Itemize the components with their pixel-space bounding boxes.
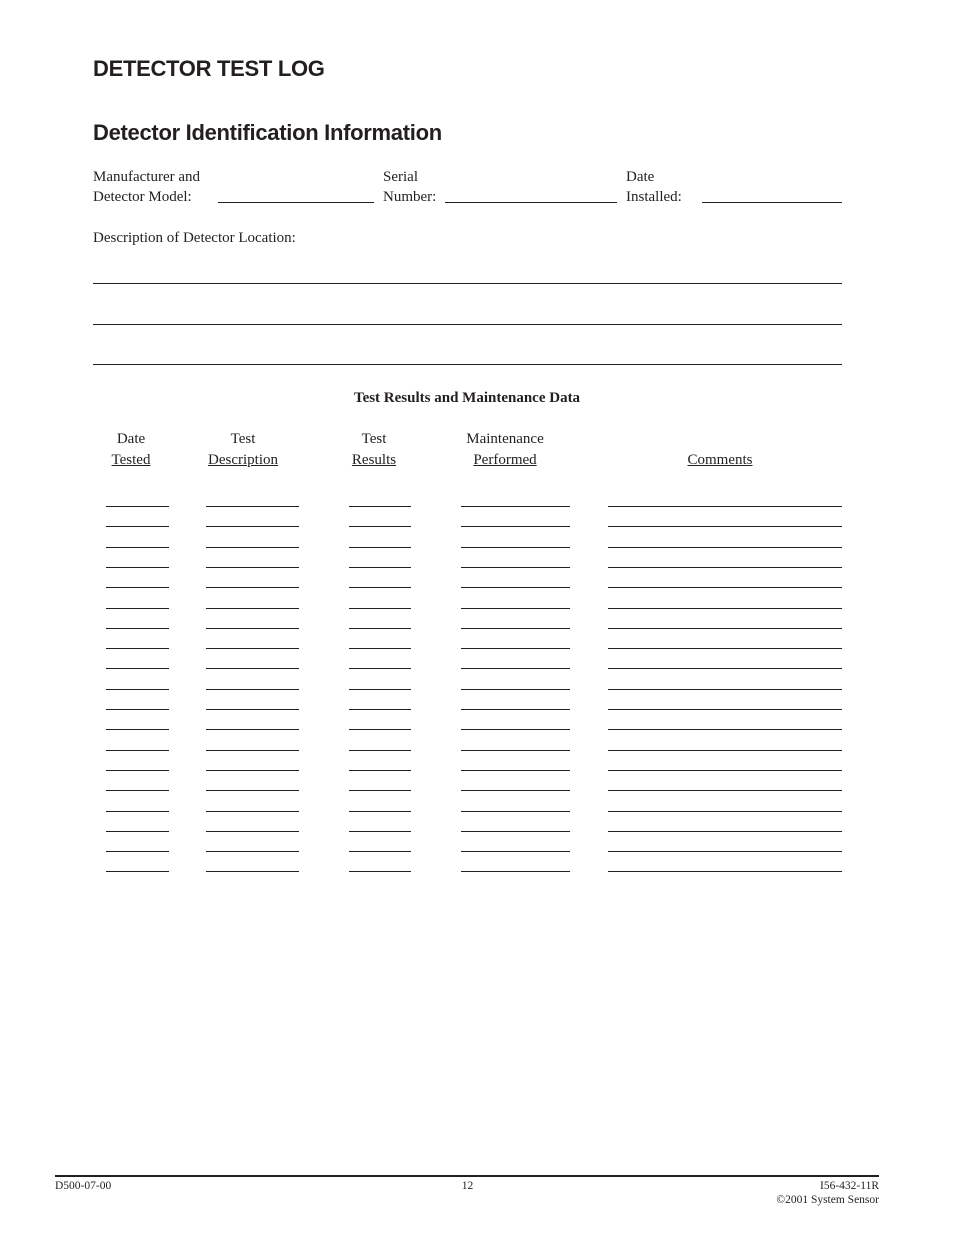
column-header-top: Date [116, 431, 146, 447]
test-description-blank[interactable] [206, 770, 299, 771]
maintenance-performed-blank[interactable] [461, 567, 570, 568]
test-description-blank[interactable] [206, 587, 299, 588]
test-results-blank[interactable] [349, 506, 411, 507]
test-results-blank[interactable] [349, 587, 411, 588]
date-tested-blank[interactable] [106, 750, 169, 751]
test-description-blank[interactable] [206, 689, 299, 690]
column-header-top: Test [230, 431, 256, 447]
test-results-blank[interactable] [349, 790, 411, 791]
column-header-bottom: Tested [111, 452, 151, 468]
column-header-bottom: Results [351, 452, 397, 468]
comments-blank[interactable] [608, 668, 842, 669]
comments-blank[interactable] [608, 547, 842, 548]
maintenance-performed-blank[interactable] [461, 526, 570, 527]
maintenance-performed-blank[interactable] [461, 811, 570, 812]
column-header-bottom: Performed [473, 452, 537, 468]
maintenance-performed-blank[interactable] [461, 587, 570, 588]
maintenance-performed-blank[interactable] [461, 790, 570, 791]
test-results-blank[interactable] [349, 851, 411, 852]
manufacturer-label-line1: Manufacturer and [93, 169, 201, 185]
date-tested-blank[interactable] [106, 831, 169, 832]
date-tested-blank[interactable] [106, 587, 169, 588]
section-title: Detector Identification Information [93, 120, 442, 145]
test-description-blank[interactable] [206, 790, 299, 791]
footer-copyright: ©2001 System Sensor [776, 1194, 879, 1206]
maintenance-performed-blank[interactable] [461, 689, 570, 690]
maintenance-performed-blank[interactable] [461, 729, 570, 730]
test-description-blank[interactable] [206, 628, 299, 629]
test-results-blank[interactable] [349, 811, 411, 812]
test-results-blank[interactable] [349, 831, 411, 832]
date-tested-blank[interactable] [106, 628, 169, 629]
comments-blank[interactable] [608, 587, 842, 588]
maintenance-performed-blank[interactable] [461, 750, 570, 751]
maintenance-performed-blank[interactable] [461, 851, 570, 852]
comments-blank[interactable] [608, 790, 842, 791]
comments-blank[interactable] [608, 567, 842, 568]
location-line-3[interactable] [93, 364, 842, 365]
column-header-top: Test [361, 431, 387, 447]
location-label: Description of Detector Location: [93, 230, 296, 246]
date-tested-blank[interactable] [106, 770, 169, 771]
location-line-2[interactable] [93, 324, 842, 325]
column-header-top [660, 429, 780, 450]
column-header-date-tested [91, 429, 171, 471]
test-results-blank[interactable] [349, 709, 411, 710]
comments-blank[interactable] [608, 608, 842, 609]
test-description-blank[interactable] [206, 851, 299, 852]
date-tested-blank[interactable] [106, 567, 169, 568]
date-tested-blank[interactable] [106, 506, 169, 507]
date-tested-blank[interactable] [106, 547, 169, 548]
column-header-bottom: Comments [687, 452, 753, 468]
date-tested-blank[interactable] [106, 811, 169, 812]
manufacturer-label-line2: Detector Model: [93, 189, 192, 205]
comments-blank[interactable] [608, 729, 842, 730]
date-tested-blank[interactable] [106, 668, 169, 669]
comments-blank[interactable] [608, 811, 842, 812]
maintenance-performed-blank[interactable] [461, 770, 570, 771]
date-installed-blank[interactable] [702, 202, 842, 203]
location-line-1[interactable] [93, 283, 842, 284]
test-description-blank[interactable] [206, 729, 299, 730]
test-results-blank[interactable] [349, 750, 411, 751]
comments-blank[interactable] [608, 871, 842, 872]
test-results-blank[interactable] [349, 648, 411, 649]
test-description-blank[interactable] [206, 567, 299, 568]
test-results-blank[interactable] [349, 689, 411, 690]
maintenance-performed-blank[interactable] [461, 709, 570, 710]
document-title: DETECTOR TEST LOG [93, 56, 325, 81]
date-installed-label-line1: Date [626, 169, 655, 185]
date-tested-blank[interactable] [106, 790, 169, 791]
manufacturer-label [93, 167, 200, 207]
maintenance-performed-blank[interactable] [461, 648, 570, 649]
maintenance-performed-blank[interactable] [461, 871, 570, 872]
maintenance-performed-blank[interactable] [461, 668, 570, 669]
page-number: 12 [461, 1180, 474, 1192]
test-description-blank[interactable] [206, 750, 299, 751]
test-results-blank[interactable] [349, 567, 411, 568]
table-title: Test Results and Maintenance Data [353, 390, 581, 406]
footer-rule [55, 1175, 879, 1177]
date-tested-blank[interactable] [106, 526, 169, 527]
comments-blank[interactable] [608, 648, 842, 649]
column-header-top: Maintenance [466, 431, 544, 447]
column-header-bottom: Description [208, 452, 278, 468]
comments-blank[interactable] [608, 628, 842, 629]
maintenance-performed-blank[interactable] [461, 547, 570, 548]
test-results-blank[interactable] [349, 668, 411, 669]
test-description-blank[interactable] [206, 709, 299, 710]
test-results-blank[interactable] [349, 628, 411, 629]
test-results-blank[interactable] [349, 770, 411, 771]
serial-label-line1: Serial [383, 169, 418, 185]
test-description-blank[interactable] [206, 608, 299, 609]
serial-label [383, 167, 436, 207]
column-header-comments [660, 429, 780, 471]
test-description-blank[interactable] [206, 871, 299, 872]
date-tested-blank[interactable] [106, 709, 169, 710]
test-description-blank[interactable] [206, 831, 299, 832]
date-tested-blank[interactable] [106, 871, 169, 872]
test-results-blank[interactable] [349, 871, 411, 872]
maintenance-performed-blank[interactable] [461, 506, 570, 507]
maintenance-performed-blank[interactable] [461, 831, 570, 832]
serial-blank[interactable] [445, 202, 617, 203]
column-header-test-results [334, 429, 414, 471]
column-header-maintenance-performed [445, 429, 565, 471]
comments-blank[interactable] [608, 770, 842, 771]
footer-right [776, 1179, 879, 1207]
comments-blank[interactable] [608, 709, 842, 710]
test-description-blank[interactable] [206, 648, 299, 649]
maintenance-performed-blank[interactable] [461, 608, 570, 609]
date-tested-blank[interactable] [106, 729, 169, 730]
test-description-blank[interactable] [206, 811, 299, 812]
test-results-blank[interactable] [349, 729, 411, 730]
serial-label-line2: Number: [383, 189, 437, 205]
date-tested-blank[interactable] [106, 689, 169, 690]
test-description-blank[interactable] [206, 526, 299, 527]
footer-part-number: I56-432-11R [820, 1180, 879, 1192]
comments-blank[interactable] [608, 851, 842, 852]
comments-blank[interactable] [608, 526, 842, 527]
footer-doc-code: D500-07-00 [55, 1180, 112, 1192]
test-results-blank[interactable] [349, 547, 411, 548]
date-tested-blank[interactable] [106, 851, 169, 852]
test-description-blank[interactable] [206, 547, 299, 548]
column-header-test-description [193, 429, 293, 471]
comments-blank[interactable] [608, 689, 842, 690]
date-installed-label [626, 167, 682, 207]
comments-blank[interactable] [608, 506, 842, 507]
comments-blank[interactable] [608, 831, 842, 832]
test-results-blank[interactable] [349, 526, 411, 527]
date-tested-blank[interactable] [106, 648, 169, 649]
maintenance-performed-blank[interactable] [461, 628, 570, 629]
test-results-blank[interactable] [349, 608, 411, 609]
comments-blank[interactable] [608, 750, 842, 751]
date-installed-label-line2: Installed: [626, 189, 682, 205]
test-description-blank[interactable] [206, 668, 299, 669]
test-description-blank[interactable] [206, 506, 299, 507]
manufacturer-blank[interactable] [218, 202, 374, 203]
date-tested-blank[interactable] [106, 608, 169, 609]
